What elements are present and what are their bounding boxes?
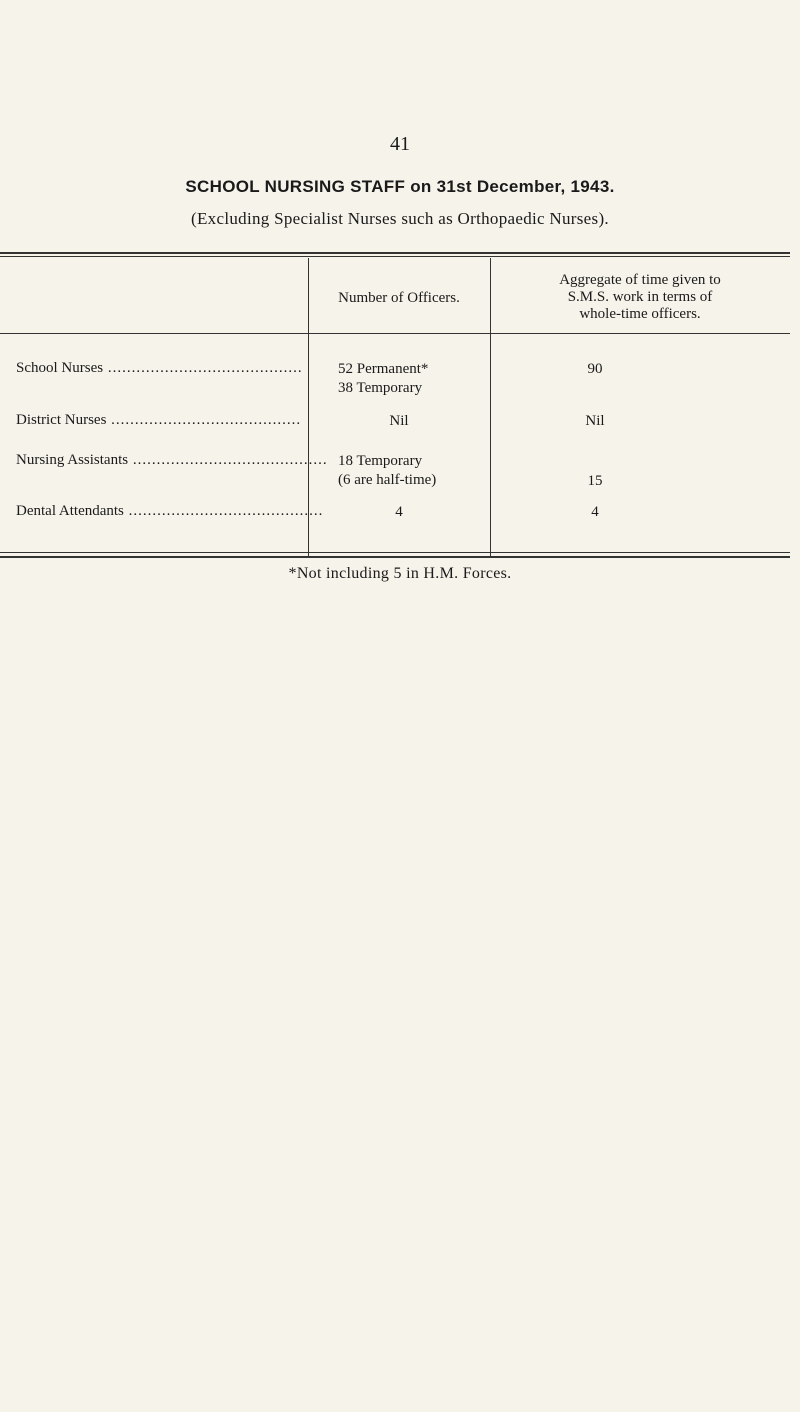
leader-dots: ......................................... [123, 503, 324, 519]
table-bottom-rule [0, 556, 790, 558]
row-label-text: Nursing Assistants [16, 452, 129, 468]
officers-school-nurses [338, 360, 488, 398]
page-number: 41 [390, 133, 410, 155]
header-aggregate-line3: whole-time officers. [579, 306, 701, 322]
leader-dots: ......................................... [103, 360, 303, 376]
aggregate-dental-attendants: 4 [591, 504, 599, 520]
row-label-school-nurses [16, 360, 302, 377]
officers-nursing-assistants [338, 452, 488, 490]
header-aggregate-line1: Aggregate of time given to [559, 272, 721, 288]
aggregate-nursing-assistants: 15 [587, 473, 603, 489]
footnote: *Not including 5 in H.M. Forces. [288, 565, 512, 582]
row-label-text: Dental Attendants [16, 503, 124, 519]
row-label-dental-attendants [16, 503, 324, 520]
aggregate-school-nurses: 90 [587, 361, 603, 377]
aggregate-district-nurses: Nil [585, 413, 605, 429]
table-top-rule [0, 252, 790, 254]
row-label-text: School Nurses [16, 360, 104, 376]
table-title: SCHOOL NURSING STAFF on 31st December, 1943. [185, 177, 615, 196]
row-label-district-nurses [16, 412, 302, 429]
leader-dots: ........................................ [106, 412, 302, 428]
officers-line2: 38 Temporary [338, 380, 423, 396]
row-label-text: District Nurses [16, 412, 107, 428]
header-aggregate [490, 272, 790, 323]
table-top-rule-inner [0, 256, 790, 257]
table-subtitle: (Excluding Specialist Nurses such as Orthopaedic Nurses). [191, 209, 609, 228]
officers-dental-attendants: 4 [395, 504, 403, 520]
leader-dots: ......................................... [128, 452, 328, 468]
header-bottom-rule [0, 333, 790, 334]
staff-table [0, 252, 790, 560]
officers-district-nurses: Nil [389, 413, 409, 429]
officers-line1: 52 Permanent* [338, 361, 429, 377]
table-bottom-rule-inner [0, 552, 790, 553]
header-number-of-officers: Number of Officers. [338, 290, 460, 306]
officers-line1: 18 Temporary [338, 453, 423, 469]
header-aggregate-line2: S.M.S. work in terms of [567, 289, 713, 305]
row-label-nursing-assistants [16, 452, 328, 469]
officers-line2: (6 are half-time) [338, 472, 437, 488]
